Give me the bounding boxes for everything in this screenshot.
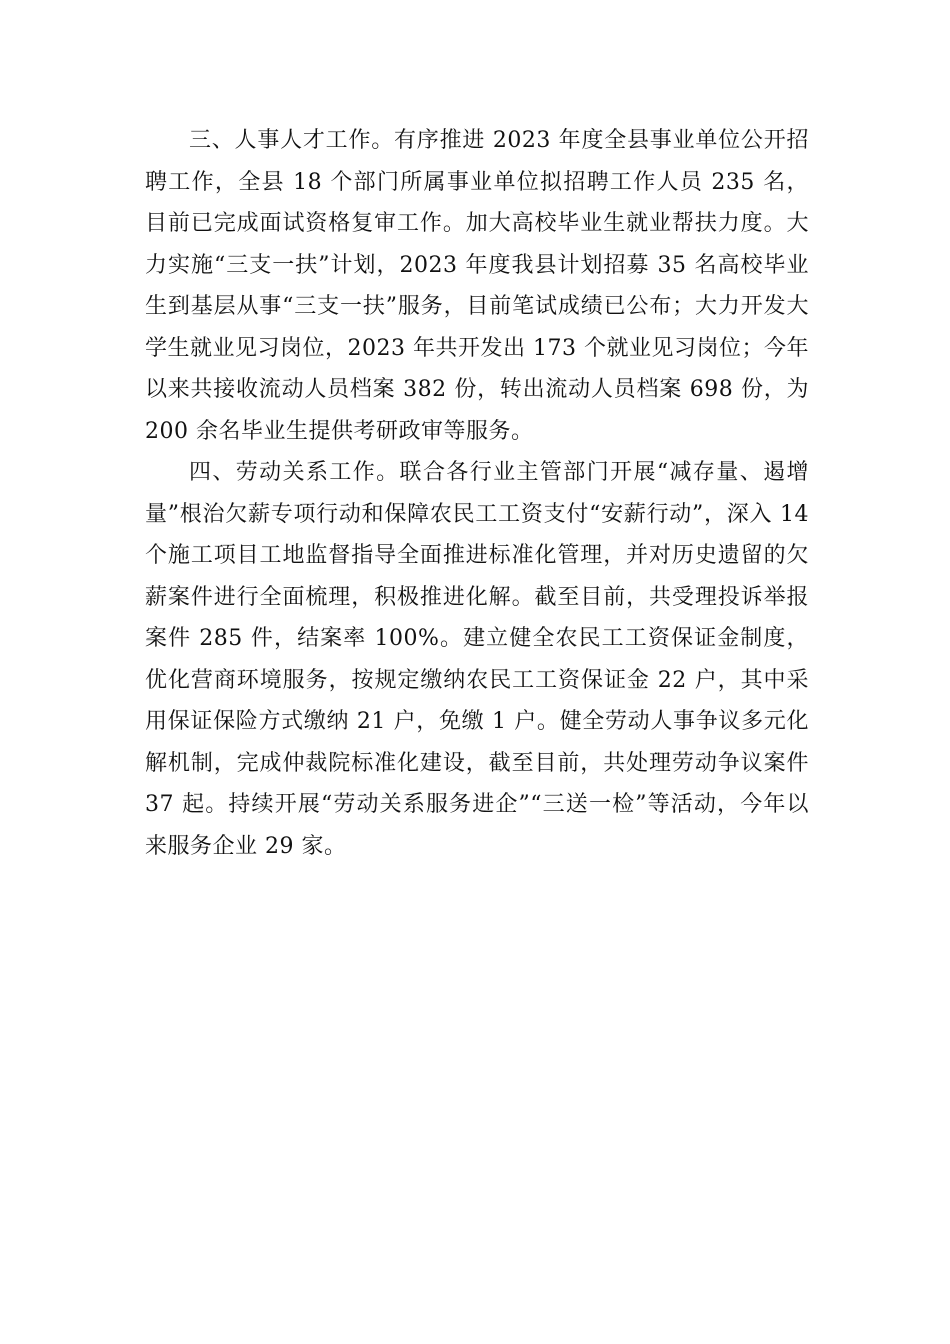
document-body	[145, 120, 809, 867]
paragraph-personnel-talent-work: 三、人事人才工作。有序推进 2023 年度全县事业单位公开招聘工作，全县 18 个部门所属事业单位拟招聘工作人员 235 名，目前已完成面试资格复审工作。加大高校毕业生就业帮扶力度。大力实施“三支一扶”计划，2023 年度我县计划招募 35 名高校毕业生到基层从事“三支一扶”服务，目前笔试成绩已公布；大力开发大学生就业见习岗位，2023 年共开发出 173 个就业见习岗位；今年以来共接收流动人员档案 382 份，转出流动人员档案 698 份，为 200 余名毕业生提供考研政审等服务。	[145, 128, 809, 444]
paragraph-labor-relations-work: 四、劳动关系工作。联合各行业主管部门开展“减存量、遏增量”根治欠薪专项行动和保障农民工工资支付“安薪行动”，深入 14 个施工项目工地监督指导全面推进标准化管理，并对历史遗留的欠薪案件进行全面梳理，积极推进化解。截至目前，共受理投诉举报案件 285 件，结案率 100%。建立健全农民工工资保证金制度，优化营商环境服务，按规定缴纳农民工工资保证金 22 户，其中采用保证保险方式缴纳 21 户，免缴 1 户。健全劳动人事争议多元化解机制，完成仲裁院标准化建设，截至目前，共处理劳动争议案件 37 起。持续开展“劳动关系服务进企”“三送一检”等活动，今年以来服务企业 29 家。	[145, 460, 809, 859]
